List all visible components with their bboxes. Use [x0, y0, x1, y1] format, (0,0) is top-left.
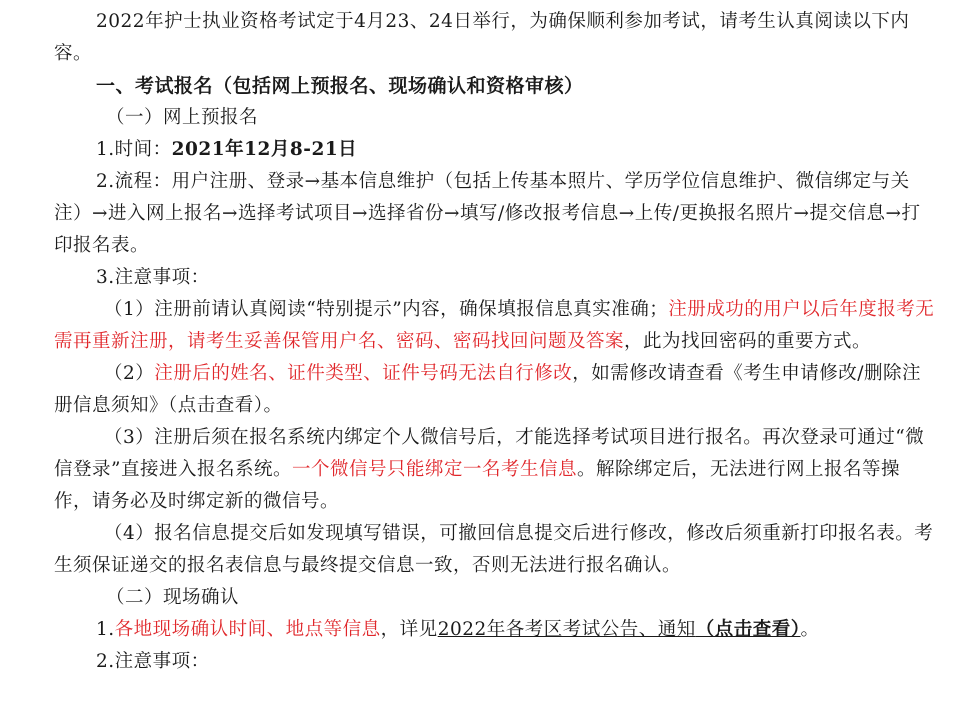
note-1 [54, 294, 936, 358]
note-4: （4）报名信息提交后如发现填写错误，可撤回信息提交后进行修改，修改后须重新打印报名表。考生须保证递交的报名表信息与最终提交信息一致，否则无法进行报名确认。 [54, 523, 934, 576]
onsite-item-1-end: 。 [800, 619, 820, 640]
note-1-text-c: ，此为找回密码的重要方式。 [624, 331, 872, 352]
section-1-heading: 一、考试报名（包括网上预报名、现场确认和资格审核） [96, 75, 584, 97]
notes-heading: 3.注意事项： [96, 267, 210, 288]
time-label: 1.时间： [96, 139, 172, 160]
note-3-text-c: 。解除绑定后，无法进行网上报名等操作，请务必及时绑定新的微信号。 [54, 459, 900, 512]
note-2-text-c: ，如需修改请查看《考生申请修改/删除注册信息须知》（点击查看）。 [54, 363, 922, 416]
time-value: 2021年12月8-21日 [171, 139, 358, 160]
exam-notice-link-text: 2022年各考区考试公告、通知 [437, 619, 696, 640]
note-1-text-a: （1）注册前请认真阅读“特别提示”内容，确保填报信息真实准确； [104, 299, 669, 320]
note-2-text-a: （2） [104, 363, 155, 384]
onsite-item-1-text: ，详见 [380, 619, 438, 640]
note-2-highlight: 注册后的姓名、证件类型、证件号码无法自行修改 [154, 363, 573, 384]
note-3-highlight: 一个微信号只能绑定一名考生信息 [291, 459, 577, 480]
exam-notice-link-click: （点击查看） [695, 619, 801, 640]
note-3-text-a: （3）注册后须在报名系统内绑定个人微信号后，才能选择考试项目进行报名。再次登录可通过“微信登录”直接进入报名系统。 [54, 427, 925, 480]
onsite-item-1-highlight: 各地现场确认时间、地点等信息 [114, 619, 381, 640]
onsite-item-2: 2.注意事项： [96, 651, 210, 672]
flow-paragraph: 2.流程：用户注册、登录→基本信息维护（包括上传基本照片、学历学位信息维护、微信绑定与关注）→进入网上报名→选择考试项目→选择省份→填写/修改报考信息→上传/更换报名照片→提交信息→打印报名表。 [54, 171, 921, 256]
time-line [54, 134, 936, 166]
subsection-1-heading: （一）网上预报名 [106, 107, 259, 128]
intro-paragraph: 2022年护士执业资格考试定于4月23、24日举行，为确保顺利参加考试，请考生认真阅读以下内容。 [54, 11, 910, 64]
onsite-item-1 [54, 614, 936, 646]
note-2 [54, 358, 936, 422]
subsection-2-heading: （二）现场确认 [106, 587, 240, 608]
note-3 [54, 422, 936, 518]
exam-notice-link[interactable] [438, 619, 801, 640]
note-1-highlight: 注册成功的用户以后年度报考无需再重新注册，请考生妥善保管用户名、密码、密码找回问题及答案 [54, 299, 935, 352]
onsite-item-1-number: 1. [96, 619, 115, 640]
